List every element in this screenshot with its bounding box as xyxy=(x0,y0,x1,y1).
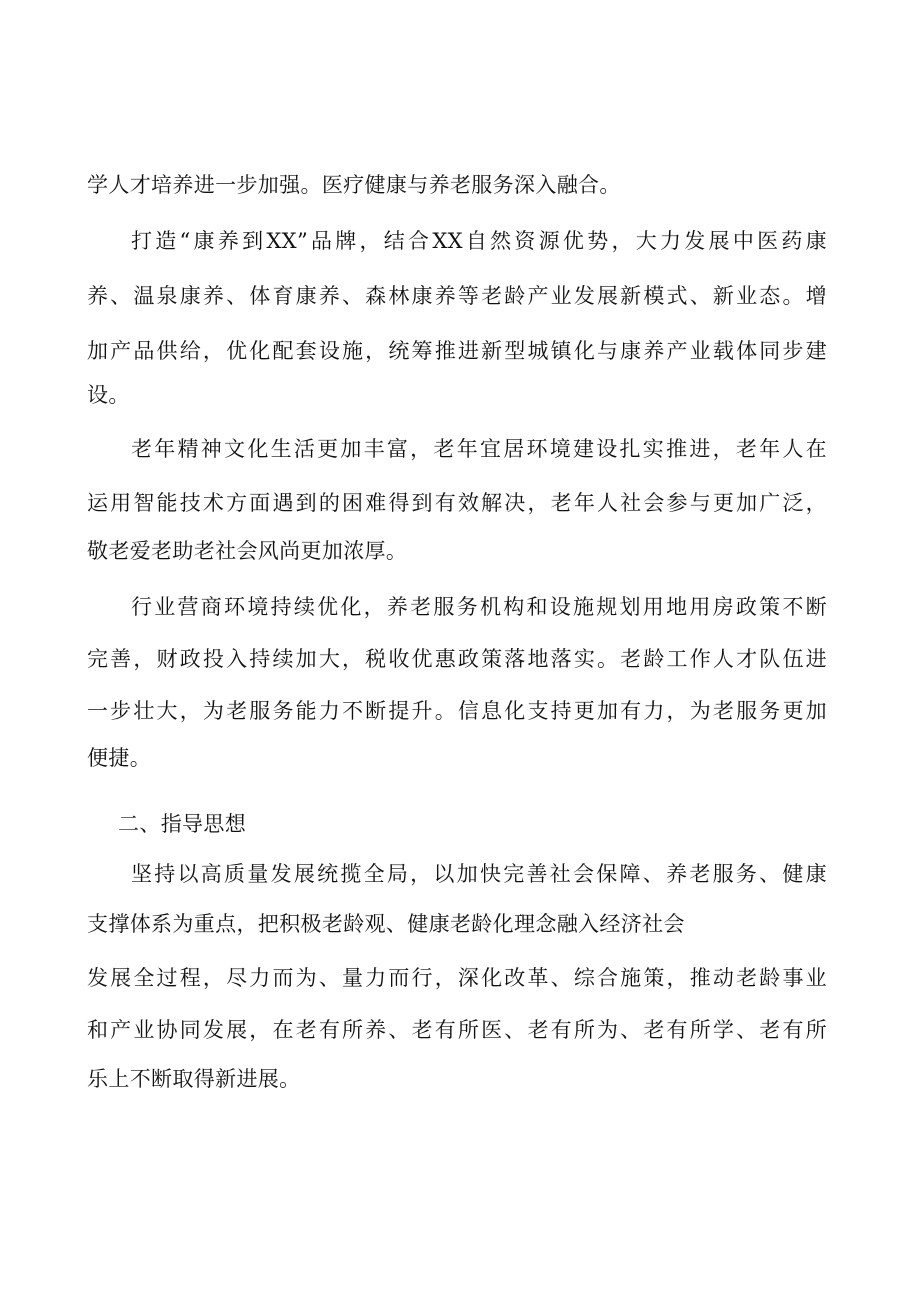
paragraph-3-line-2: 运用智能技术方面遇到的困难得到有效解决，老年人社会参与更加广泛， xyxy=(87,491,827,515)
section-heading: 二、指导思想 xyxy=(118,812,247,836)
paragraph-2-line-4: 设。 xyxy=(87,383,130,407)
paragraph-2-line-3: 加产品供给，优化配套设施，统筹推进新型城镇化与康养产业载体同步建 xyxy=(87,339,827,363)
paragraph-1-line-1: 学人才培养进一步加强。医疗健康与养老服务深入融合。 xyxy=(87,173,621,197)
paragraph-5-line-4: 和产业协同发展，在老有所养、老有所医、老有所为、老有所学、老有所 xyxy=(87,1018,827,1042)
paragraph-5-line-1: 坚持以高质量发展统揽全局，以加快完善社会保障、养老服务、健康 xyxy=(131,862,827,886)
paragraph-4-line-2: 完善，财政投入持续加大，税收优惠政策落地落实。老龄工作人才队伍进 xyxy=(87,647,827,671)
paragraph-4-line-1: 行业营商环境持续优化，养老服务机构和设施规划用地用房政策不断 xyxy=(131,595,827,619)
paragraph-5-line-5: 乐上不断取得新进展。 xyxy=(87,1067,301,1091)
paragraph-5-line-3: 发展全过程，尽力而为、量力而行，深化改革、综合施策，推动老龄事业 xyxy=(87,966,827,990)
paragraph-2-line-2: 养、温泉康养、体育康养、森林康养等老龄产业发展新模式、新业态。增 xyxy=(87,284,827,308)
paragraph-4-line-4: 便捷。 xyxy=(87,746,152,770)
paragraph-5-line-2: 支撑体系为重点，把积极老龄观、健康老龄化理念融入经济社会 xyxy=(87,912,685,936)
paragraph-4-line-3: 一步壮大，为老服务能力不断提升。信息化支持更加有力，为老服务更加 xyxy=(87,699,827,723)
paragraph-3-line-3: 敬老爱老助老社会风尚更加浓厚。 xyxy=(87,539,408,563)
paragraph-3-line-1: 老年精神文化生活更加丰富，老年宜居环境建设扎实推进，老年人在 xyxy=(131,437,827,461)
paragraph-2-line-1: 打造“康养到XX”品牌，结合XX自然资源优势，大力发展中医药康 xyxy=(131,229,827,253)
